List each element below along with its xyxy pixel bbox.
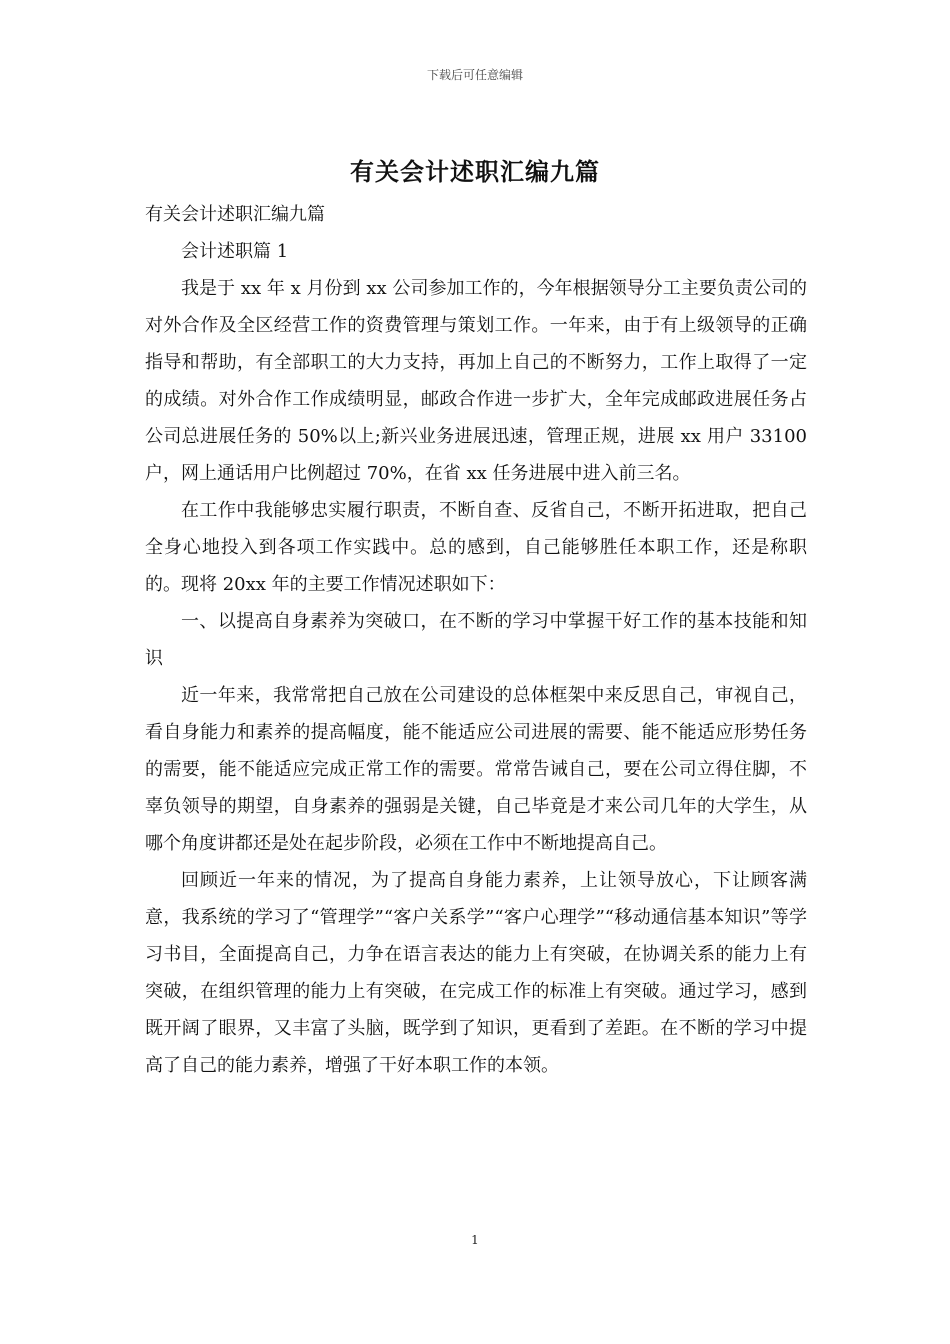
- paragraph: 回顾近一年来的情况，为了提高自身能力素养，上让领导放心，下让顾客满意，我系统的学习了“管理学”“客户关系学”“客户心理学”“移动通信基本知识”等学习书目，全面提高自己，力争在语言表达的能力上有突破，在协调关系的能力上有突破，在组织管理的能力上有突破，在完成工作的标准上有突破。通过学习，感到既开阔了眼界，又丰富了头脑，既学到了知识，更看到了差距。在不断的学习中提高了自己的能力素养，增强了干好本职工作的本领。: [145, 870, 807, 1076]
- document-title: 有关会计述职汇编九篇: [350, 157, 600, 186]
- subtitle-line: 有关会计述职汇编九篇: [145, 204, 325, 225]
- document-body: [145, 196, 807, 1084]
- paragraph: 在工作中我能够忠实履行职责，不断自查、反省自己，不断开拓进取，把自己全身心地投入到各项工作实践中。总的感到，自己能够胜任本职工作，还是称职的。现将 20xx 年的主要工作情况述职如下：: [145, 500, 807, 595]
- page-number: 1: [471, 1233, 479, 1247]
- paragraph: 一、以提高自身素养为突破口，在不断的学习中掌握干好工作的基本技能和知识: [145, 611, 807, 669]
- paragraph: 近一年来，我常常把自己放在公司建设的总体框架中来反思自己，审视自己，看自身能力和素养的提高幅度，能不能适应公司进展的需要、能不能适应形势任务的需要，能不能适应完成正常工作的需要。常常告诫自己，要在公司立得住脚，不辜负领导的期望，自身素养的强弱是关键，自己毕竟是才来公司几年的大学生，从哪个角度讲都还是处在起步阶段，必须在工作中不断地提高自己。: [145, 685, 807, 854]
- paragraph: 我是于 xx 年 x 月份到 xx 公司参加工作的，今年根据领导分工主要负责公司的对外合作及全区经营工作的资费管理与策划工作。一年来，由于有上级领导的正确指导和帮助，有全部职工的大力支持，再加上自己的不断努力，工作上取得了一定的成绩。对外合作工作成绩明显，邮政合作进一步扩大，全年完成邮政进展任务占公司总进展任务的 50%以上;新兴业务进展迅速，管理正规，进展 xx 用户 33100 户，网上通话用户比例超过 70%，在省 xx 任务进展中进入前三名。: [145, 278, 807, 484]
- page-header: 下载后可任意编辑: [426, 68, 523, 82]
- section-heading: 会计述职篇 1: [181, 241, 289, 262]
